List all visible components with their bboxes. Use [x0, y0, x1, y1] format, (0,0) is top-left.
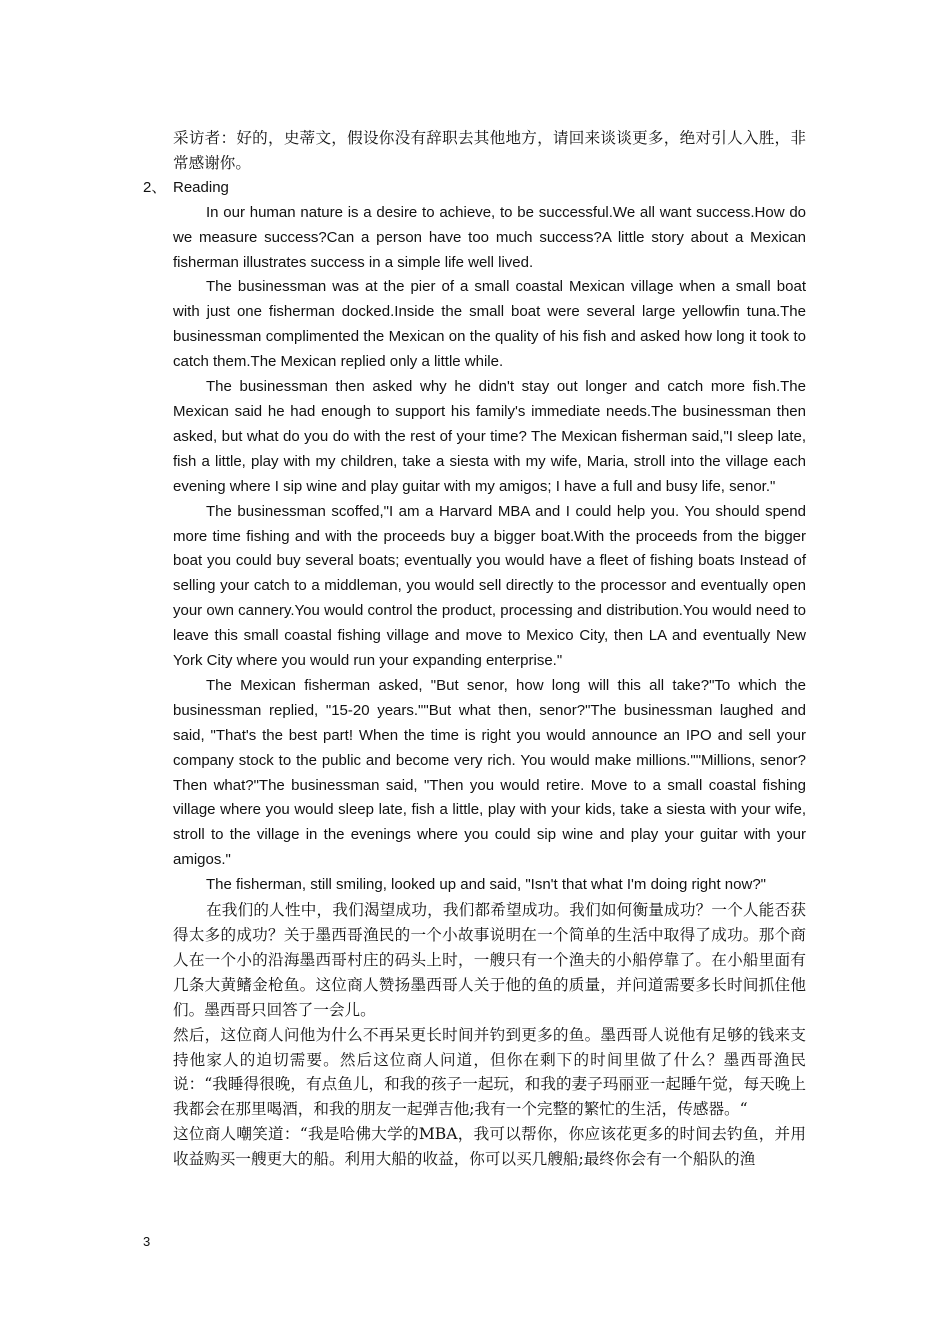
en-paragraph-2: The businessman was at the pier of a small coastal Mexican village when a small boat with just one fisherman docked.Inside the small boat were several large yellowfin tuna.The businessman complimented the Mexican on the quality of his fish and asked how long it took to catch them.The Mexican replied only a little while.	[173, 278, 806, 371]
text-column	[143, 126, 806, 1172]
zh-paragraph-1: 在我们的人性中，我们渴望成功，我们都希望成功。我们如何衡量成功？一个人能否获得太多的成功？关于墨西哥渔民的一个小故事说明在一个简单的生活中取得了成功。那个商人在一个小的沿海墨西哥村庄的码头上时，一艘只有一个渔夫的小船停靠了。在小船里面有几条大黄鳍金枪鱼。这位商人赞扬墨西哥人关于他的鱼的质量，并问道需要多长时间抓住他们。墨西哥只回答了一会儿。	[173, 901, 806, 1019]
section-heading	[143, 176, 806, 201]
en-paragraph-5: The Mexican fisherman asked, "But senor, how long will this all take?"To which the businessman replied, "15-20 years.""But what then, senor?"The businessman laughed and said, "That's the best part! When the time is right you would announce an IPO and sell your company stock to the public and become very rich. You would make millions.""Millions, senor? Then what?"The businessman said, "Then you would retire. Move to a small coastal fishing village where you would sleep late, fish a little, play with your kids, take a siesta with your wife, stroll to the village in the evenings where you could sip wine and play your guitar with your amigos."	[173, 676, 806, 869]
en-paragraph-3: The businessman then asked why he didn't stay out longer and catch more fish.The Mexican said he had enough to support his family's immediate needs.The businessman then asked, but what do you do with the rest of your time? The Mexican fisherman said,"I sleep late, fish a little, play with my children, take a siesta with my wife, Maria, stroll into the village each evening where I sip wine and play guitar with my amigos; I have a full and busy life, senor."	[173, 378, 806, 495]
section-title: Reading	[173, 178, 229, 196]
interview-closing-line: 采访者：好的，史蒂文，假设你没有辞职去其他地方，请回来谈谈更多，绝对引人入胜，非常感谢你。	[173, 129, 806, 172]
section-number: 2、	[143, 178, 167, 196]
zh-paragraph-3: 这位商人嘲笑道：“我是哈佛大学的MBA，我可以帮你，你应该花更多的时间去钓鱼，并用收益购买一艘更大的船。利用大船的收益，你可以买几艘船;最终你会有一个船队的渔	[173, 1125, 806, 1169]
zh-paragraph-2: 然后，这位商人问他为什么不再呆更长时间并钓到更多的鱼。墨西哥人说他有足够的钱来支持他家人的迫切需要。然后这位商人问道，但你在剩下的时间里做了什么？墨西哥渔民说：“我睡得很晚，有点鱼儿，和我的孩子一起玩，和我的妻子玛丽亚一起睡午觉，每天晚上我都会在那里喝酒，和我的朋友一起弹吉他;我有一个完整的繁忙的生活，传感器。“	[173, 1025, 806, 1119]
en-paragraph-6: The fisherman, still smiling, looked up and said, "Isn't that what I'm doing right now?"	[206, 876, 766, 894]
page-number: 3	[143, 1234, 151, 1249]
en-paragraph-4: The businessman scoffed,"I am a Harvard MBA and I could help you. You should spend more time fishing and with the proceeds buy a bigger boat.With the proceeds from the bigger boat you could buy several boats; eventually you would have a fleet of fishing boats Instead of selling your catch to a middleman, you would sell directly to the processor and eventually open your own cannery.You would control the product, processing and distribution.You would need to leave this small coastal fishing village and move to Mexico City, then LA and eventually New York City where you would run your expanding enterprise."	[173, 502, 806, 670]
en-paragraph-1: In our human nature is a desire to achieve, to be successful.We all want success.How do we measure success?Can a person have too much success?A little story about a Mexican fisherman illustrates success in a simple life well lived.	[173, 203, 806, 271]
